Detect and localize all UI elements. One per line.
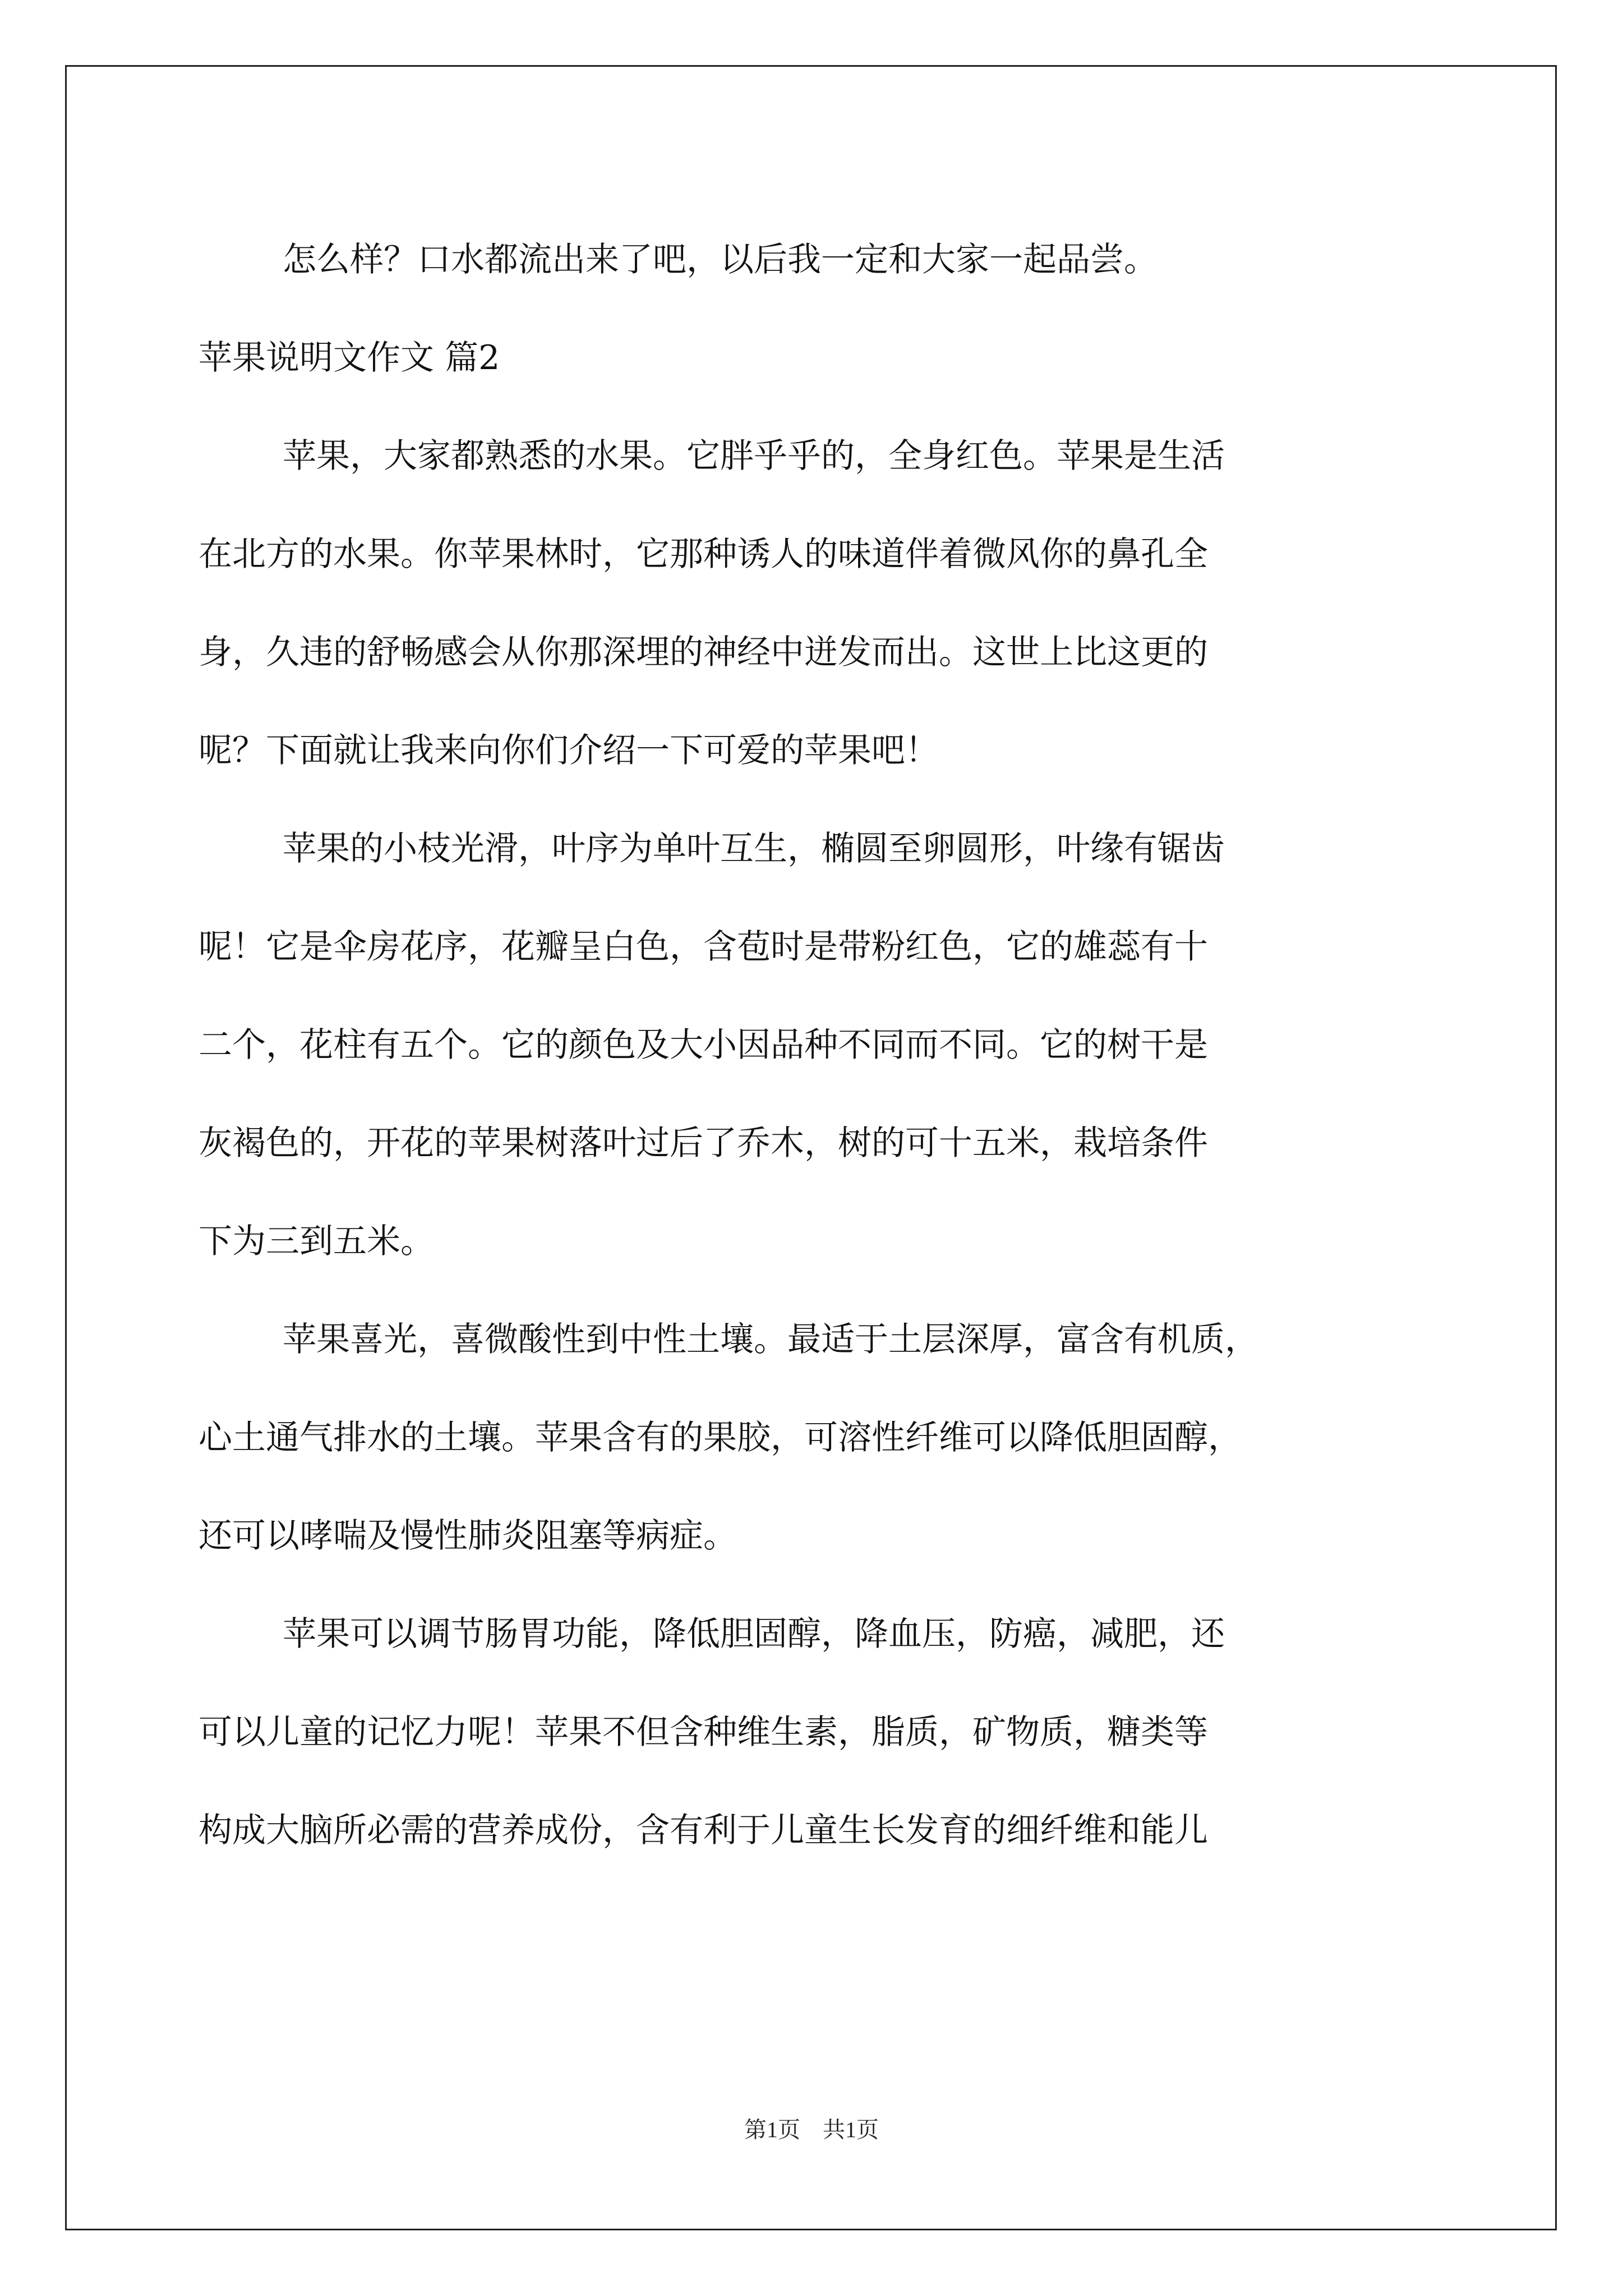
text-line: 心土通气排水的土壤。苹果含有的果胶，可溶性纤维可以降低胆固醇，	[199, 1418, 1242, 1457]
text-line: 二个，花柱有五个。它的颜色及大小因品种不同而不同。它的树干是	[199, 1025, 1208, 1065]
text-line: 可以儿童的记忆力呢！苹果不但含种维生素，脂质，矿物质，糖类等	[199, 1713, 1208, 1752]
paragraph	[199, 1291, 1427, 1585]
paragraph	[199, 800, 1427, 1291]
paragraph	[199, 407, 1427, 800]
text-line: 苹果的小枝光滑，叶序为单叶互生，椭圆至卵圆形，叶缘有锯齿	[283, 829, 1225, 868]
page-number-footer: 第1页 共1页	[744, 2117, 879, 2142]
text-line: 怎么样？口水都流出来了吧，以后我一定和大家一起品尝。	[283, 240, 1158, 279]
text-line: 苹果喜光，喜微酸性到中性土壤。最适于土层深厚，富含有机质，	[283, 1320, 1258, 1359]
text-line: 呢？下面就让我来向你们介绍一下可爱的苹果吧！	[199, 731, 939, 770]
paragraph	[199, 1585, 1427, 1880]
text-line: 苹果，大家都熟悉的水果。它胖乎乎的，全身红色。苹果是生活	[283, 436, 1225, 476]
text-line: 构成大脑所必需的营养成份，含有利于儿童生长发育的细纤维和能儿	[199, 1811, 1208, 1850]
document-body	[199, 211, 1427, 1880]
text-line: 下为三到五米。	[199, 1222, 434, 1261]
text-line: 还可以哮喘及慢性肺炎阻塞等病症。	[199, 1516, 737, 1556]
paragraph	[199, 211, 1427, 309]
text-line: 灰褐色的，开花的苹果树落叶过后了乔木，树的可十五米，栽培条件	[199, 1124, 1208, 1163]
section-heading: 苹果说明文作文 篇2	[199, 338, 500, 378]
text-line: 身，久违的舒畅感会从你那深埋的神经中迸发而出。这世上比这更的	[199, 633, 1208, 672]
text-line: 在北方的水果。你苹果林时，它那种诱人的味道伴着微风你的鼻孔全	[199, 535, 1208, 574]
text-line: 呢！它是伞房花序，花瓣呈白色，含苞时是带粉红色，它的雄蕊有十	[199, 927, 1208, 967]
text-line: 苹果可以调节肠胃功能，降低胆固醇，降血压，防癌，减肥，还	[283, 1614, 1225, 1654]
